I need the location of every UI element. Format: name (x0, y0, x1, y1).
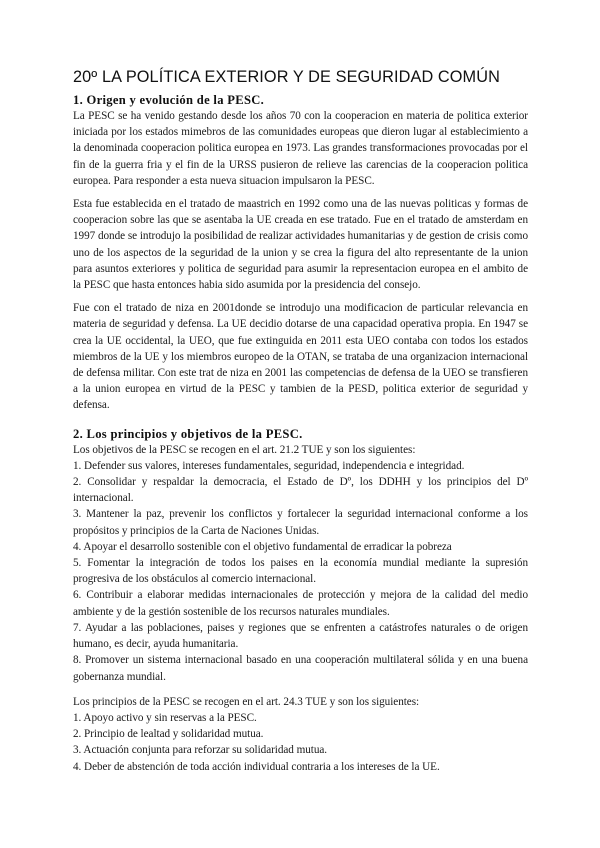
list-item: 3. Actuación conjunta para reforzar su solidaridad mutua. (73, 744, 328, 757)
list-item: 1. Apoyo activo y sin reservas a la PESC. (73, 711, 257, 724)
list-item: 2. Consolidar y respaldar la democracia, el Estado de Dº, los DDHH y los principios del Dº internacional. (73, 476, 528, 505)
objectives-list (73, 458, 528, 685)
list-item: 8. Promover un sistema internacional basado en una cooperación multilateral sólida y en una buena gobernanza mundial. (73, 654, 528, 683)
section-heading: 2. Los principios y objetivos de la PESC. (73, 426, 303, 441)
list-item: 4. Deber de abstención de toda acción individual contraria a los intereses de la UE. (73, 760, 440, 773)
section-origin (73, 93, 528, 414)
paragraph: La PESC se ha venido gestando desde los años 70 con la cooperacion en materia de politica exterior iniciada por los estados mimebros de las comunidades europeas que dieron lugar al establecimiento a la denominada cooperacion politica europea en 1973. Las grandes transformaciones provocadas por el fin de la guerra fria y el fin de la URSS pusieron de relieve las carencias de la cooperacion politica europea. Para responder a esta nueva situacion impulsaron la PESC. (73, 110, 528, 187)
list-item: 5. Fomentar la integración de todos los paises en la economía mundial mediante la supresión progresiva de los obstáculos al comercio internacional. (73, 557, 528, 586)
list-item: 6. Contribuir a elaborar medidas internacionales de protección y mejora de la calidad del medio ambiente y de la gestión sostenible de los recursos naturales mundiales. (73, 589, 528, 618)
document-title: 20º LA POLÍTICA EXTERIOR Y DE SEGURIDAD COMÚN (73, 68, 500, 86)
list-item: 7. Ayudar a las poblaciones, paises y regiones que se enfrenten a catástrofes naturales o de origen humano, es decir, ayuda humanitaria. (73, 621, 528, 651)
list-item: 3. Mantener la paz, prevenir los conflictos y fortalecer la seguridad internacional conforme a los propósitos y principios de la Carta de Naciones Unidas. (73, 508, 528, 537)
paragraph: Esta fue establecida en el tratado de maastrich en 1992 como una de las nuevas politicas y formas de cooperacion sobre las que se asentaba la UE creada en ese tratado. Fue en el tratado de amsterdam en 1997 donde se introdujo la posibilidad de realizar actividades humanitarias y de gestion de crisis como uno de los aspectos de la seguridad de la union y se crea la figura del alto representante de la union para asuntos exteriores y politica de seguridad para asumir la representacion europea en el ambito de la PESC que hasta entonces habia sido asumida por la presidencia del consejo. (73, 198, 528, 292)
list-item: 1. Defender sus valores, intereses fundamentales, seguridad, independencia e integridad. (73, 459, 465, 472)
principles-intro: Los principios de la PESC se recogen en el art. 24.3 TUE y son los siguientes: (73, 695, 420, 708)
paragraph: Fue con el tratado de niza en 2001donde se introdujo una modificacion de particular relevancia en materia de seguridad y defensa. La UE decidio dotarse de una capacidad operativa propia. En 1947 se crea la UE occidental, la UEO, que fue extinguida en 2011 esta UEO contaba con todos los estados miembros de la UE y los miembros europeo de la OTAN, se trataba de una organizacion internacional de defensa militar. Con este trat de niza en 2001 las competencias de defensa de la UEO se transfieren a la union europea en virtud de la PESC y tambien de la PESD, politica exterior de seguridad y defensa. (73, 302, 528, 412)
principles-list (73, 710, 528, 775)
objectives-intro: Los objetivos de la PESC se recogen en el art. 21.2 TUE y son los siguientes: (73, 443, 416, 456)
list-item: 2. Principio de lealtad y solidaridad mutua. (73, 728, 264, 741)
section-principles-objectives (73, 427, 528, 775)
list-item: 4. Apoyar el desarrollo sostenible con el objetivo fundamental de erradicar la pobreza (73, 540, 452, 553)
section-heading: 1. Origen y evolución de la PESC. (73, 93, 265, 107)
